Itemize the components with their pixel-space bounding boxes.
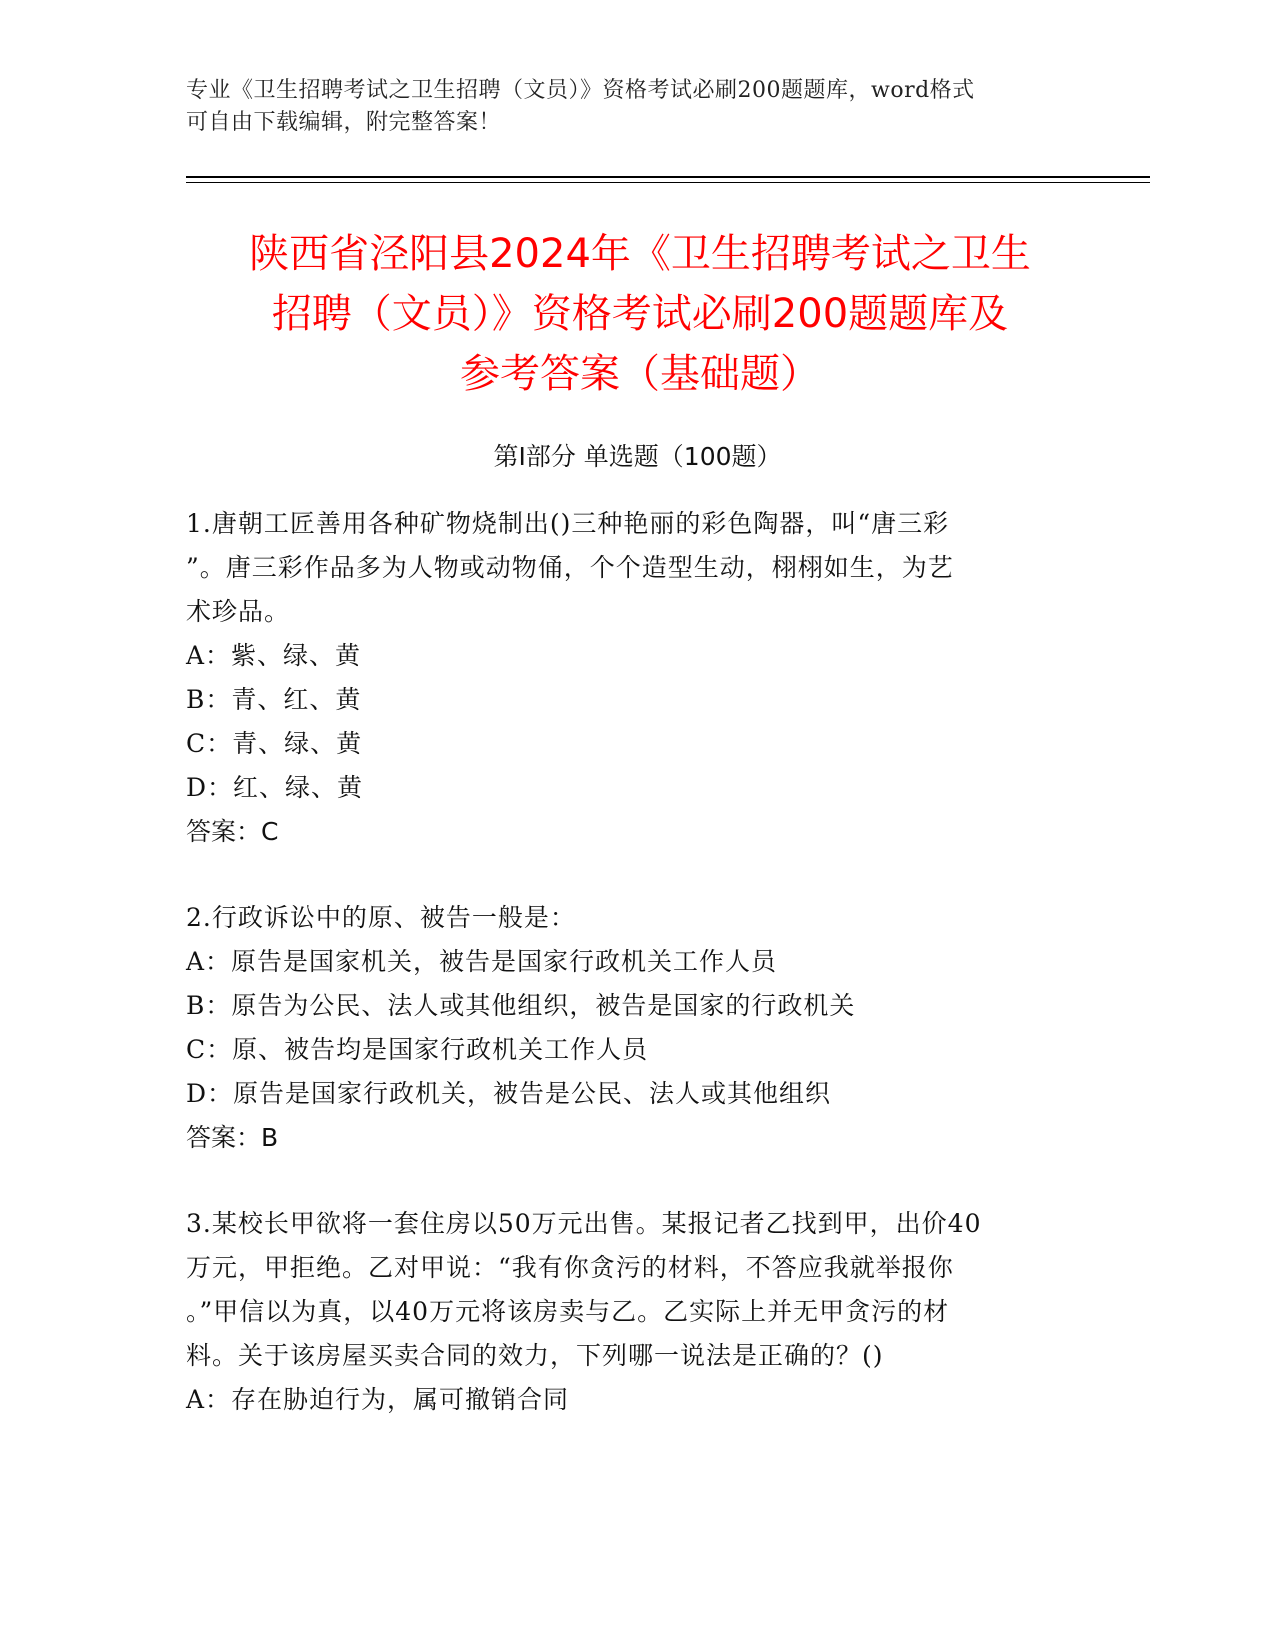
question-1-option-c: C：青、绿、黄 [186, 729, 363, 758]
title-line: 陕西省泾阳县2024年《卫生招聘考试之卫生 [249, 231, 1031, 277]
section-heading: 第Ⅰ部分 单选题（100题） [493, 442, 782, 471]
header-divider-thin [186, 182, 1150, 183]
question-1-stem: 术珍品。 [186, 597, 291, 626]
question-1-stem: 1.唐朝工匠善用各种矿物烧制出()三种艳丽的彩色陶器，叫“唐三彩 [186, 509, 950, 538]
question-2-option-b: B：原告为公民、法人或其他组织，被告是国家的行政机关 [186, 991, 856, 1020]
title-line: 招聘（文员）》资格考试必刷200题题库及 [271, 291, 1009, 337]
header-note-line: 可自由下载编辑，附完整答案！ [186, 110, 502, 135]
question-2-option-d: D：原告是国家行政机关，被告是公民、法人或其他组织 [186, 1079, 832, 1108]
question-2-option-c: C：原、被告均是国家行政机关工作人员 [186, 1035, 649, 1064]
document-title [170, 224, 1110, 404]
title-line: 参考答案（基础题） [460, 351, 820, 397]
question-3-stem: 3.某校长甲欲将一套住房以50万元出售。某报记者乙找到甲，出价40 [186, 1209, 982, 1238]
header-note-line: 专业《卫生招聘考试之卫生招聘（文员）》资格考试必刷200题题库，word格式 [186, 78, 975, 103]
question-1-option-d: D：红、绿、黄 [186, 773, 364, 802]
question-3-option-a: A：存在胁迫行为，属可撤销合同 [186, 1385, 570, 1414]
question-3-stem: 料。关于该房屋买卖合同的效力，下列哪一说法是正确的？() [186, 1341, 884, 1370]
question-2-answer: 答案：B [186, 1123, 279, 1152]
question-3-stem: 。”甲信以为真，以40万元将该房卖与乙。乙实际上并无甲贪污的材 [186, 1297, 950, 1326]
question-1-option-a: A：紫、绿、黄 [186, 641, 362, 670]
header-divider-thick [186, 176, 1150, 178]
header-note [186, 75, 1066, 139]
question-1-answer: 答案：C [186, 817, 279, 846]
question-2-stem: 2.行政诉讼中的原、被告一般是： [186, 903, 576, 932]
question-3-stem: 万元，甲拒绝。乙对甲说：“我有你贪污的材料，不答应我就举报你 [186, 1253, 954, 1282]
question-1-stem: ”。唐三彩作品多为人物或动物俑，个个造型生动，栩栩如生，为艺 [186, 553, 954, 582]
question-1-option-b: B：青、红、黄 [186, 685, 362, 714]
question-2-option-a: A：原告是国家机关，被告是国家行政机关工作人员 [186, 947, 778, 976]
